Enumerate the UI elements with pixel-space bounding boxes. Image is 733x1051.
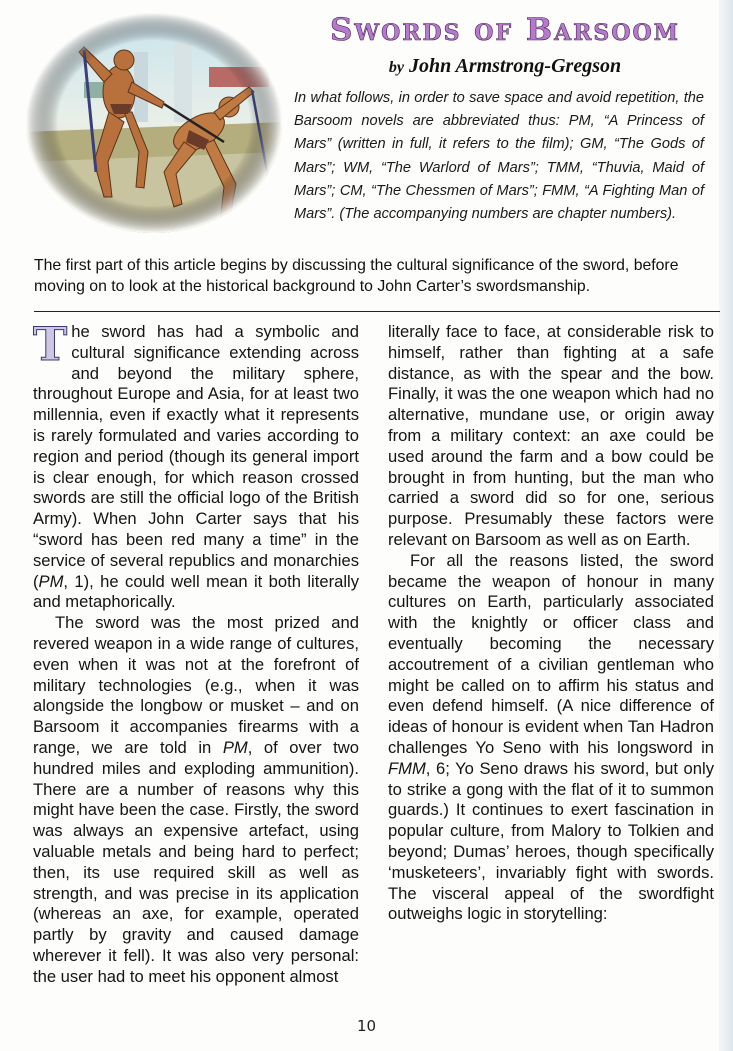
page-number: 10 (356, 1017, 377, 1035)
article-title: Swords of Barsoom (330, 12, 680, 48)
p1-text-b: , 1), he could well mean it both literally and metaphorically. (33, 571, 359, 612)
drop-cap: T (33, 317, 68, 371)
page-edge (719, 0, 733, 1051)
body-paragraph-1 (33, 317, 359, 613)
body-paragraph-2-continued: literally face to face, at considerable risk to himself, rather than fighting at a safe distance, as with the spear and the bow. Finally, it was the one weapon which had no alternative, mundane use, or origin away from a military context: an axe could be used around the farm and a bow could be brought in from hunting, but the man who carried a sword did so for one, serious purpose. Presumably these factors were relevant on Barsoom as well as on Earth. (388, 322, 714, 549)
p3-text-a: For all the reasons listed, the sword became the weapon of honour in many cultures on Earth, particularly associated with the knightly or officer class and eventually becoming the necessary accoutrement of a civilian gentleman who might be called on to affirm his status and even defend himself. (A nice difference of ideas of honour is evident when Tan Hadron challenges Yo Seno with his longsword in (388, 550, 714, 757)
author-name: John Armstrong-Gregson (409, 55, 622, 77)
byline-prefix: by (388, 59, 404, 76)
sword-fight-illustration (24, 12, 284, 234)
abbreviations-note: In what follows, in order to save space and avoid repetition, the Barsoom novels are abbreviated thus: PM, “A Princess of Mars” (written in full, it refers to the film); GM, “The Gods of Mars”; WM, “The Warlord of Mars”; TMM, “Thuvia, Maid of Mars”; CM, “The Chessmen of Mars”; FMM, “A Fighting Man of Mars”. (The accompanying numbers are chapter numbers). (294, 90, 704, 223)
body-paragraph-2 (33, 613, 359, 987)
p2-text-b: , of over two hundred miles and exploding ammunition). There are a number of reasons why this might have been the case. Firstly, the sword was always an expensive artefact, using valuable metals and being hard to perfect; then, its use required skill as well as strength, and was precise in its application (whereas an axe, for example, operated partly by gravity and caused damage wherever it fell). It was also very personal: the user had to meet his opponent almost (33, 737, 359, 986)
p3-text-b: , 6; Yo Seno draws his sword, but only to strike a gong with the flat of it to summon guards.) It continues to exert fascination in popular culture, from Malory to Tolkien and beyond; Dumas’ heroes, though specifically ‘musketeers’, invariably fight with swords. The visceral appeal of the swordfight outweighs logic in storytelling: (388, 758, 714, 924)
body-paragraph-3 (388, 551, 714, 925)
p2-text-a: The sword was the most prized and revered weapon in a wide range of cultures, even when it was not at the forefront of military technologies (e.g., when it was alongside the longbow or musket – and on Barsoom it accompanies firearms with a range, we are told in (33, 613, 359, 757)
p2-abbrev: PM (222, 737, 248, 757)
section-divider (34, 311, 720, 312)
text-column-left (33, 317, 359, 988)
p3-abbrev: FMM (388, 758, 426, 778)
text-column-right (388, 322, 714, 925)
p1-abbrev: PM (38, 571, 64, 591)
byline (290, 55, 720, 78)
lead-paragraph: The first part of this article begins by discussing the cultural significance of the sword, before moving on to look at the historical background to John Carter’s swordsmanship. (34, 257, 679, 295)
p1-text-a: he sword has had a symbolic and cultural significance extending across and beyond the military sphere, throughout Europe and Asia, for at least two millennia, even if exactly what it represents is rarely formulated and varies according to region and period (though its general import is clear enough, for which reason crossed swords are still the official logo of the British Army). When John Carter says that his “sword has been red many a time” in the service of several republics and monarchies ( (33, 322, 359, 591)
